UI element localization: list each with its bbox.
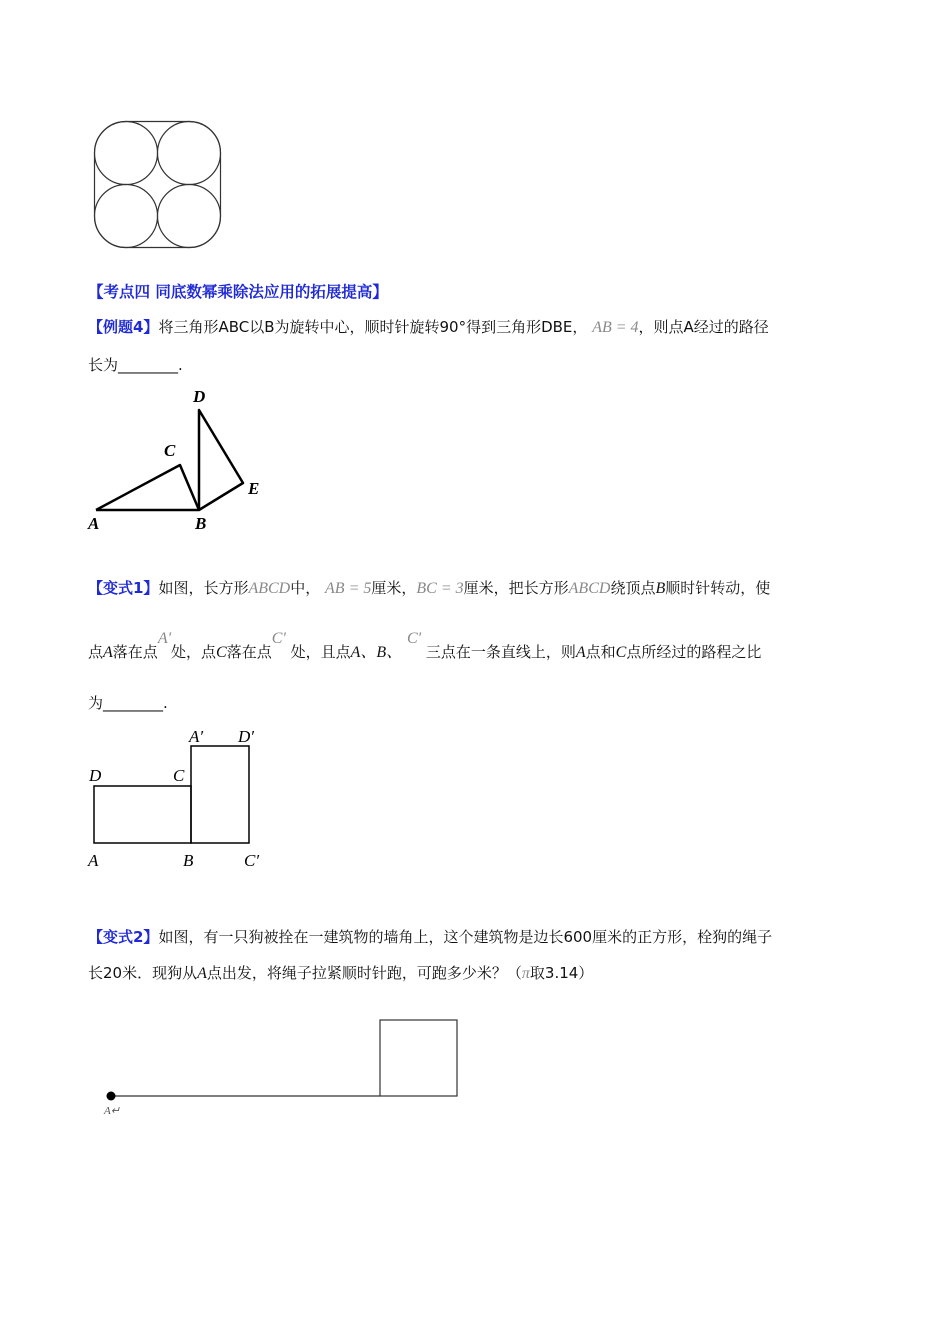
label-C: C (173, 766, 185, 785)
math: ABCD (248, 580, 291, 597)
text: 长20米．现狗从 (88, 964, 198, 982)
variant1-line2 (88, 630, 762, 663)
math: C (615, 644, 627, 661)
dog-building-figure (111, 1020, 457, 1096)
text: 中， (290, 579, 321, 597)
label-D: D (89, 766, 102, 785)
variant2-line1 (88, 927, 772, 947)
math: B (655, 580, 666, 597)
label-C-prime: C′ (244, 851, 260, 870)
variant1-line1 (88, 578, 770, 599)
text: ，则点A经过的路径 (638, 318, 769, 336)
text: 厘米，把长方形 (463, 579, 569, 597)
text: 点出发，将绳子拉紧顺时针跑，可跑多少米？（ (206, 964, 522, 982)
text: 落在点 (226, 643, 272, 661)
text: 将三角形ABC以B为旋转中心，顺时针旋转90°得到三角形DBE， (158, 318, 588, 336)
label-D: D (193, 387, 206, 406)
text: 点 (88, 643, 104, 661)
example4-line1 (88, 317, 769, 338)
text: 点所经过的路程之比 (626, 643, 762, 661)
math: BC = 3 (416, 580, 464, 597)
rectangle-rotation-figure (94, 746, 249, 843)
math: A、B、 (350, 644, 403, 661)
variant-tag: 【变式1】 (88, 579, 159, 597)
variant1-line3: 为________. (88, 694, 168, 712)
label-E: E (248, 479, 260, 498)
example4-line2: 长为________. (88, 356, 183, 374)
text: 如图，长方形 (158, 579, 249, 597)
text: 处，点 (171, 643, 217, 661)
label-B: B (195, 514, 207, 533)
math: C (216, 644, 227, 661)
math: ABCD (568, 580, 611, 597)
math: A' (157, 630, 172, 647)
label-B: B (183, 851, 194, 870)
text: 点和 (585, 643, 616, 661)
label-D-prime: D′ (238, 727, 254, 746)
text: 顺时针转动，使 (665, 579, 771, 597)
math-expression: AB = 4 (592, 319, 639, 336)
variant-tag: 【变式2】 (88, 928, 159, 946)
math: AB = 5 (325, 580, 372, 597)
example-tag: 【例题4】 (88, 318, 159, 336)
section-heading: 【考点四 同底数幂乘除法应用的拓展提高】 (88, 283, 388, 301)
text: 落在点 (112, 643, 158, 661)
label-A: A↵ (104, 1105, 120, 1117)
label-A-prime: A′ (189, 727, 204, 746)
label-C: C (164, 441, 176, 460)
text: 厘米， (371, 579, 417, 597)
point-A-dot (107, 1092, 116, 1101)
math: A (197, 965, 207, 982)
math: C' (406, 630, 422, 647)
text: 取3.14） (529, 964, 594, 982)
math: A (103, 644, 113, 661)
triangle-rotation-figure (96, 410, 243, 510)
math: A (575, 644, 586, 661)
text: 处，且点 (290, 643, 351, 661)
text: 绕顶点 (610, 579, 656, 597)
math: C' (271, 630, 286, 647)
four-circles-figure (95, 122, 221, 248)
variant2-line2 (88, 963, 593, 984)
text: 如图，有一只狗被拴在一建筑物的墙角上，这个建筑物是边长600厘米的正方形，栓狗的绳子 (158, 928, 773, 946)
label-A: A (88, 514, 100, 533)
math-pi: π (521, 965, 530, 982)
text: 三点在一条直线上，则 (425, 643, 576, 661)
label-A: A (88, 851, 99, 870)
